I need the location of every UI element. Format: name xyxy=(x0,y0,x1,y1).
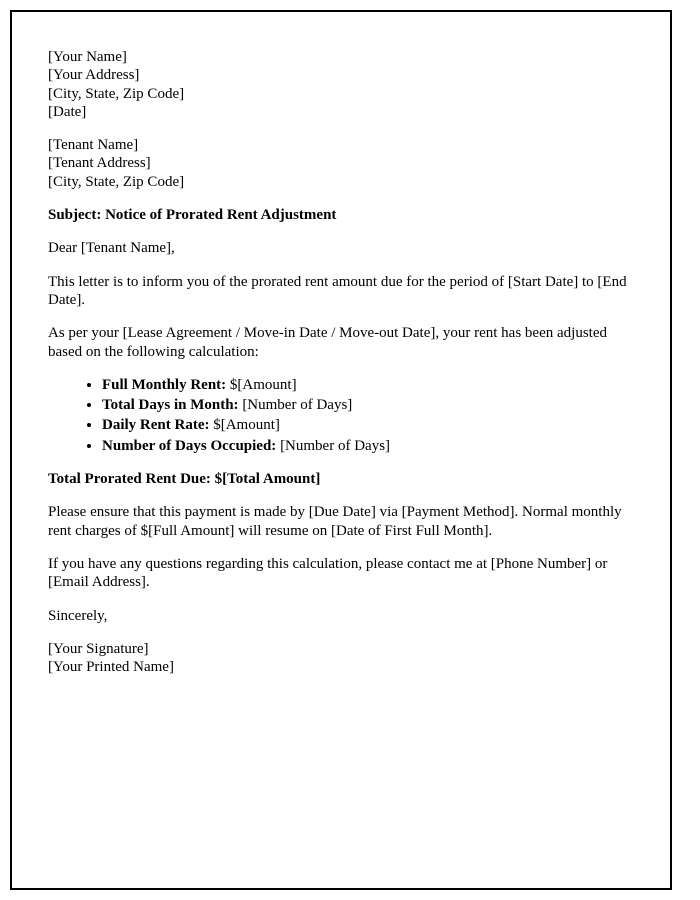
letter-page xyxy=(10,10,672,890)
list-item xyxy=(102,396,634,414)
tenant-city-state-zip: [City, State, Zip Code] xyxy=(48,173,185,190)
list-item xyxy=(102,437,634,455)
sender-address: [Your Address] xyxy=(48,67,140,84)
sender-city-state-zip: [City, State, Zip Code] xyxy=(48,85,185,102)
tenant-address: [Tenant Address] xyxy=(48,155,151,172)
letter-date: [Date] xyxy=(48,103,87,120)
paragraph-basis: As per your [Lease Agreement / Move-in Date / Move-out Date], your rent has been adjusted based on the following calculation: xyxy=(48,325,607,360)
tenant-address-block xyxy=(48,136,634,191)
salutation: Dear [Tenant Name], xyxy=(48,240,175,257)
sender-name: [Your Name] xyxy=(48,49,127,65)
tenant-name: [Tenant Name] xyxy=(48,137,139,154)
calc-value-total-days: [Number of Days] xyxy=(238,397,353,414)
signature-placeholder: [Your Signature] xyxy=(48,640,149,657)
total-due-line: Total Prorated Rent Due: $[Total Amount] xyxy=(48,471,321,488)
sender-address-block xyxy=(48,48,634,121)
list-item xyxy=(102,376,634,394)
subject-line: Subject: Notice of Prorated Rent Adjustment xyxy=(48,207,337,224)
calc-value-full-monthly-rent: $[Amount] xyxy=(226,376,297,393)
list-item xyxy=(102,416,634,434)
printed-name-placeholder: [Your Printed Name] xyxy=(48,659,174,676)
calc-label-daily-rate: Daily Rent Rate: xyxy=(102,417,210,434)
calc-value-daily-rate: $[Amount] xyxy=(209,417,280,434)
paragraph-intro: This letter is to inform you of the prorated rent amount due for the period of [Start Date] to [End Date]. xyxy=(48,273,627,308)
calculation-list xyxy=(48,376,634,455)
letter-content xyxy=(12,12,670,676)
closing: Sincerely, xyxy=(48,607,108,624)
paragraph-questions: If you have any questions regarding this calculation, please contact me at [Phone Number] or [Email Address]. xyxy=(48,555,608,591)
signature-block xyxy=(48,640,634,677)
calc-label-total-days: Total Days in Month: xyxy=(102,397,239,414)
calc-value-days-occupied: [Number of Days] xyxy=(276,437,391,454)
calc-label-full-monthly-rent: Full Monthly Rent: xyxy=(102,376,227,393)
paragraph-payment: Please ensure that this payment is made by [Due Date] via [Payment Method]. Normal monthly rent charges of $[Full Amount] will resume on [Date of First Full Month]. xyxy=(48,504,622,539)
calc-label-days-occupied: Number of Days Occupied: xyxy=(102,437,277,454)
